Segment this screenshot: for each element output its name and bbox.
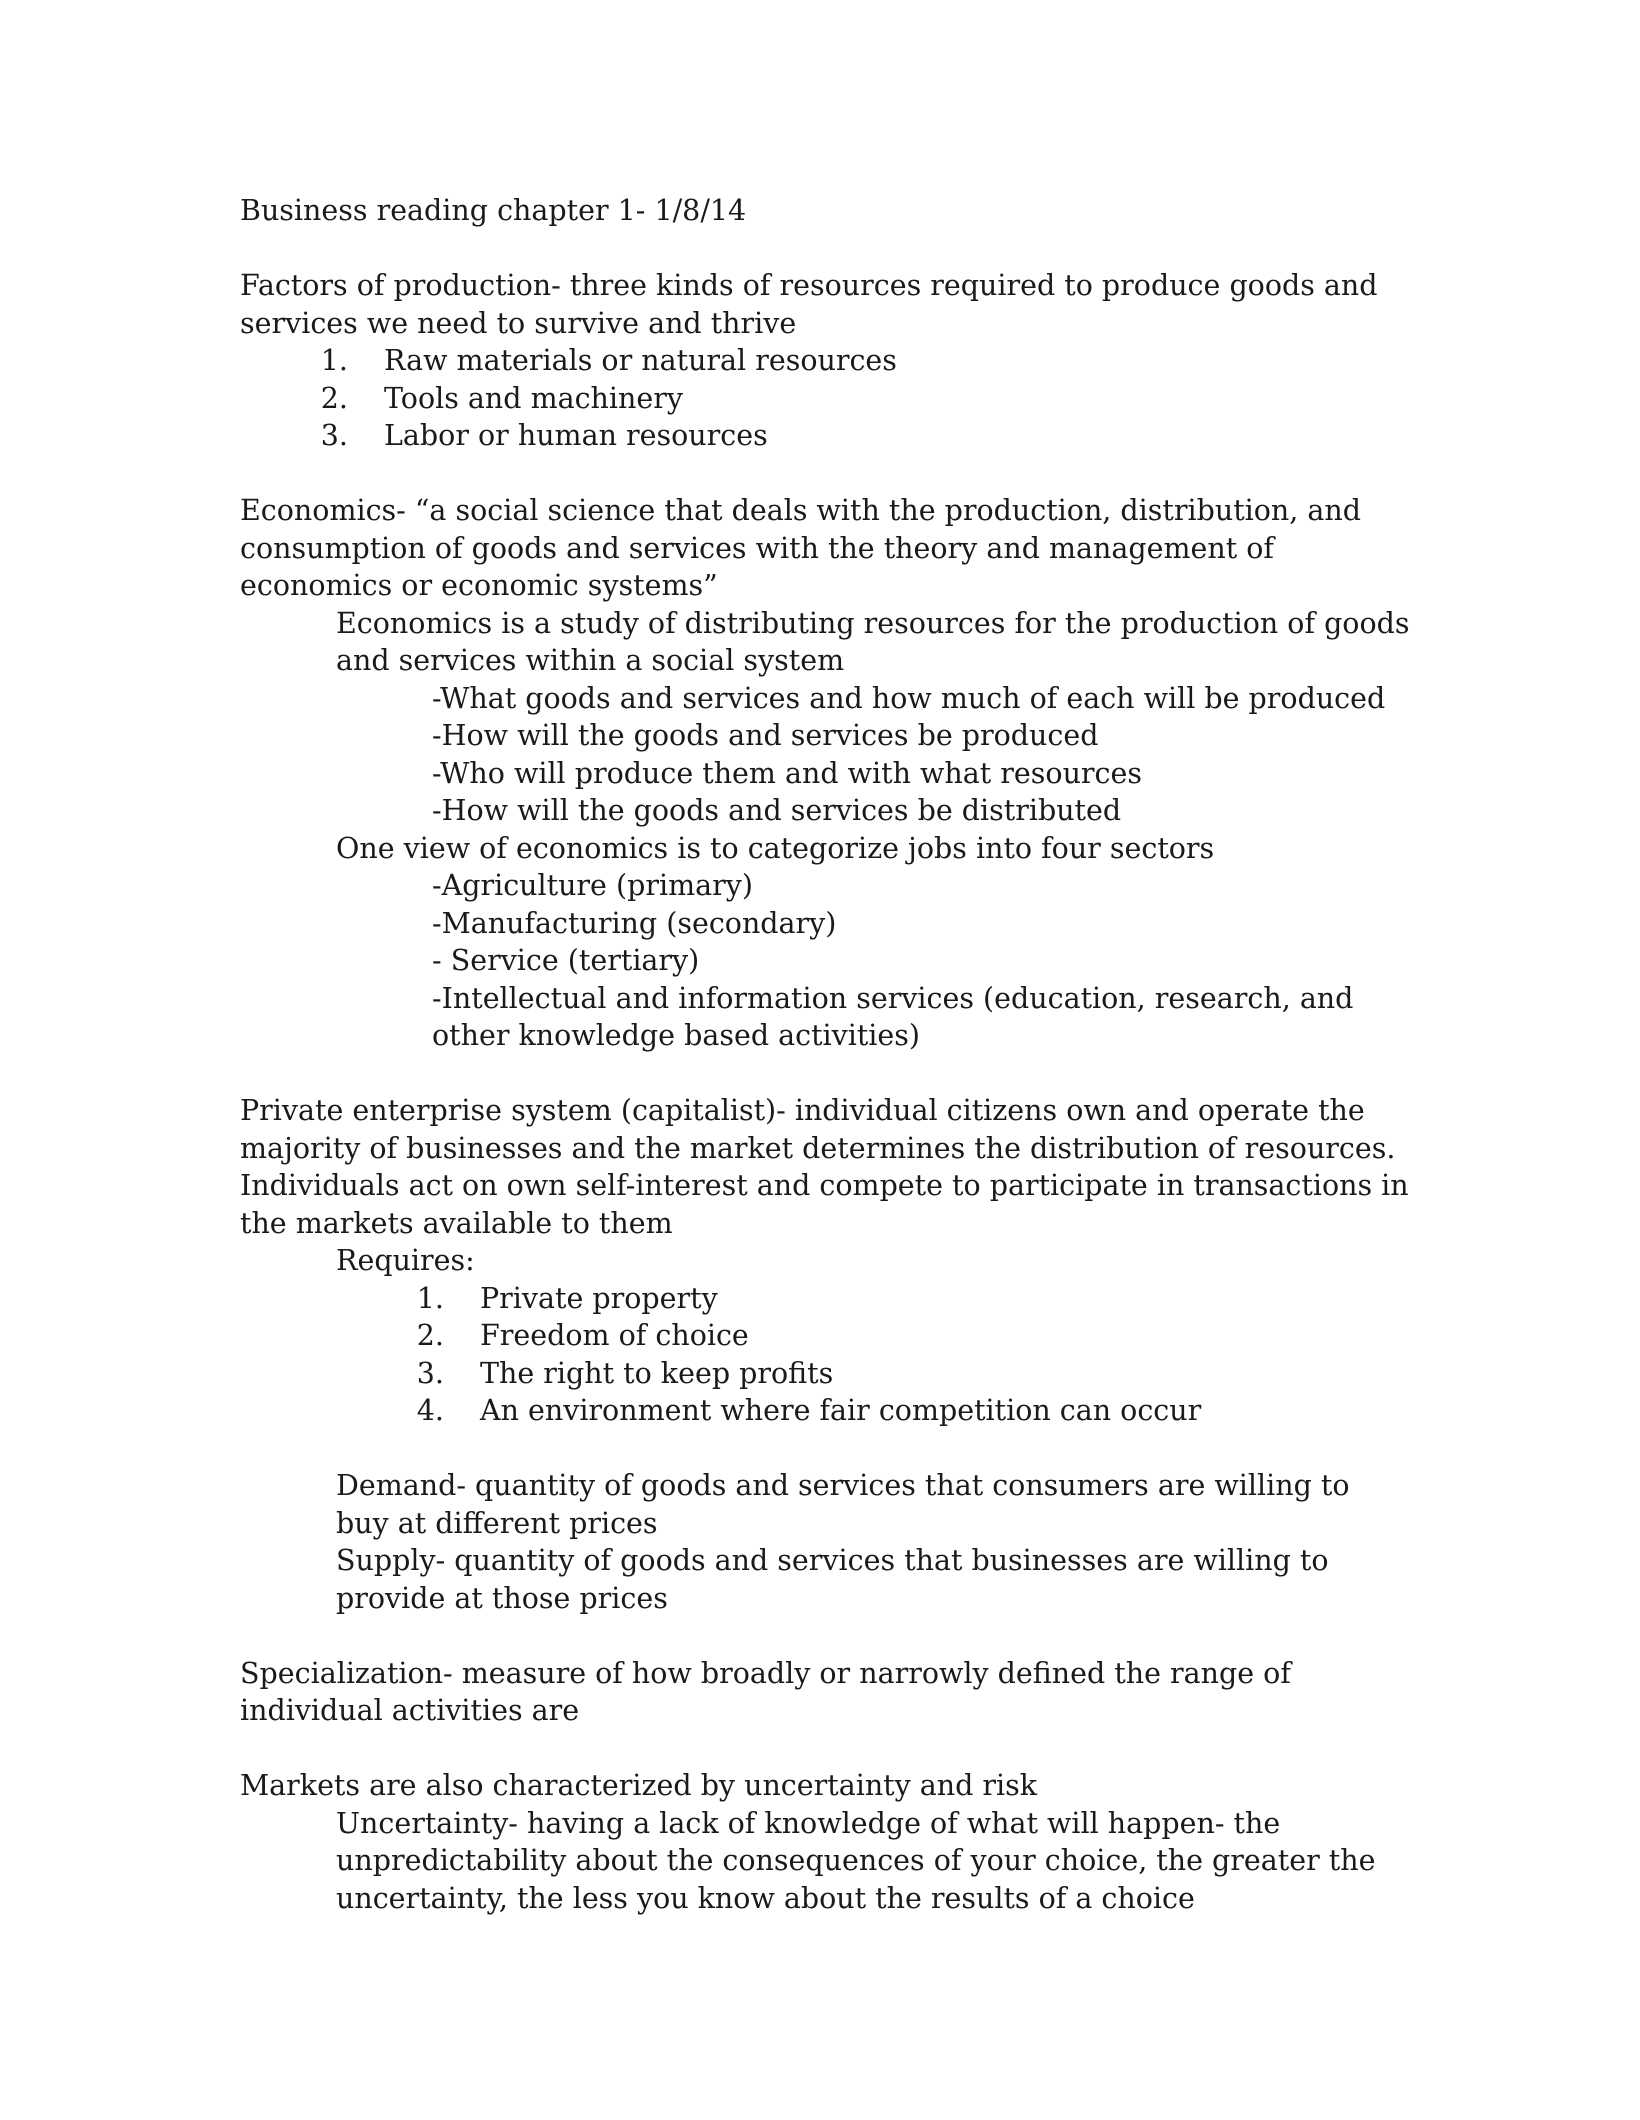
- demand-definition: Demand- quantity of goods and services that consumers are willing to buy at different prices: [336, 1469, 1350, 1540]
- specialization-definition: Specialization- measure of how broadly or narrowly defined the range of individual activities are: [240, 1656, 1291, 1727]
- economics-study: Economics is a study of distributing resources for the production of goods and services within a social system: [336, 606, 1410, 677]
- economics-question: -How will the goods and services be distributed: [432, 794, 1122, 827]
- uncertainty-definition: Uncertainty- having a lack of knowledge of what will happen- the unpredictability about the consequences of your choice, the greater the uncertainty, the less you know about the results of a choice: [336, 1806, 1376, 1915]
- spacer: [240, 1730, 1410, 1768]
- economics-question: -How will the goods and services be produced: [432, 719, 1099, 752]
- requires-label: Requires:: [336, 1244, 475, 1277]
- list-item: [240, 380, 1410, 418]
- list-text: Private property: [480, 1281, 718, 1315]
- sector-item: -Agriculture (primary): [432, 869, 753, 902]
- list-item: [240, 1392, 1410, 1430]
- list-text: Tools and machinery: [384, 381, 683, 415]
- economics-question: -What goods and services and how much of each will be produced: [432, 681, 1386, 715]
- document-title: Business reading chapter 1- 1/8/14: [240, 194, 747, 227]
- document-page: [240, 192, 1410, 1917]
- list-text: An environment where fair competition can occur: [480, 1394, 1202, 1427]
- sector-item: -Manufacturing (secondary): [432, 906, 837, 940]
- economics-definition: Economics- “a social science that deals with the production, distribution, and consumption of goods and services with the theory and management of economics or economic systems”: [240, 494, 1361, 602]
- spacer: [240, 1617, 1410, 1655]
- markets-intro: Markets are also characterized by uncertainty and risk: [240, 1769, 1038, 1802]
- list-item: [240, 342, 1410, 380]
- spacer: [240, 1055, 1410, 1093]
- list-item: [240, 417, 1410, 455]
- list-text: Raw materials or natural resources: [384, 344, 897, 377]
- supply-definition: Supply- quantity of goods and services that businesses are willing to provide at those prices: [336, 1544, 1329, 1615]
- spacer: [240, 1430, 1410, 1468]
- list-number: 1.: [320, 344, 348, 377]
- list-number: 2.: [320, 381, 348, 415]
- list-item: [240, 1355, 1410, 1393]
- list-number: 3.: [416, 1356, 444, 1390]
- factors-list: [240, 342, 1410, 455]
- list-item: [240, 1317, 1410, 1355]
- economics-question: -Who will produce them and with what resources: [432, 756, 1142, 790]
- list-number: 2.: [416, 1319, 444, 1352]
- spacer: [240, 455, 1410, 493]
- list-text: Freedom of choice: [480, 1319, 749, 1352]
- factors-definition: Factors of production- three kinds of resources required to produce goods and services we need to survive and thrive: [240, 269, 1378, 340]
- list-number: 4.: [416, 1394, 444, 1427]
- spacer: [240, 230, 1410, 268]
- sector-item: -Intellectual and information services (education, research, and other knowledge based activities): [432, 981, 1354, 1052]
- private-enterprise-definition: Private enterprise system (capitalist)- individual citizens own and operate the majority of businesses and the market determines the distribution of resources. Individuals act on own self-interest and compete to participate in transactions in the markets available to them: [240, 1094, 1409, 1240]
- sectors-intro: One view of economics is to categorize jobs into four sectors: [336, 831, 1215, 865]
- list-text: Labor or human resources: [384, 419, 768, 452]
- list-number: 1.: [416, 1281, 444, 1315]
- requirements-list: [240, 1280, 1410, 1430]
- list-item: [240, 1280, 1410, 1318]
- list-text: The right to keep profits: [480, 1356, 834, 1390]
- list-number: 3.: [320, 419, 348, 452]
- sector-item: - Service (tertiary): [432, 944, 700, 977]
